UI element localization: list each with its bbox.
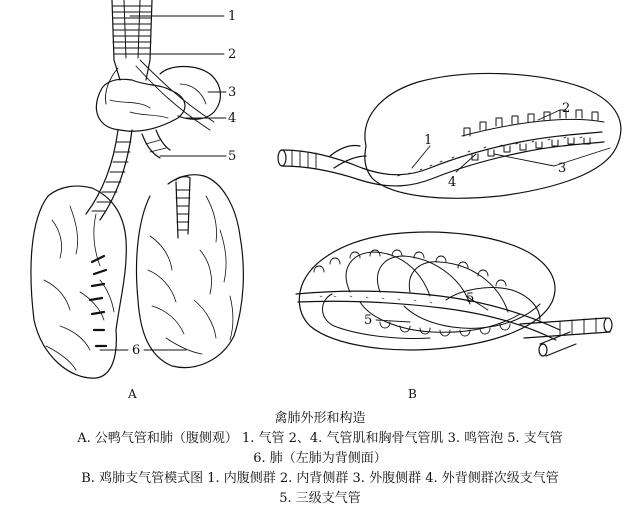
panel-b-letter: B	[408, 387, 417, 401]
caption-b-line-1: B. 鸡肺支气管模式图 1. 内腹侧群 2. 内背侧群 3. 外腹侧群 4. 外背侧群次级支气管	[81, 471, 559, 486]
left-lung	[31, 186, 126, 378]
upper-lung-outline	[365, 73, 621, 198]
lower-outlet-tube	[520, 318, 610, 338]
upper-primary-bronchus	[282, 132, 604, 186]
panel-a-letter: A	[128, 387, 137, 401]
caption-a-line-2: 6. 肺（左肺为背侧面）	[253, 451, 387, 466]
panel-a-drawing	[31, 0, 243, 378]
b-label-5a: 5	[466, 291, 475, 306]
a-label-5: 5	[228, 149, 237, 164]
panel-a-labels	[127, 9, 236, 401]
b-label-2: 2	[562, 101, 571, 116]
right-lung	[137, 175, 244, 368]
right-bronchus-tube	[176, 177, 190, 238]
caption-a-line-1: A. 公鸭气管和肺（腹侧观） 1. 气管 2、4. 气管肌和胸骨气管肌 3. 鸣管泡 5. 支气管	[77, 431, 563, 446]
a-label-6: 6	[132, 343, 141, 358]
panel-b-labels	[364, 101, 570, 401]
b-label-3: 3	[558, 161, 567, 176]
b-label-1: 1	[424, 133, 433, 148]
caption-b-line-2: 5. 三级支气管	[279, 491, 361, 506]
upper-secondary-bronchi	[462, 110, 604, 160]
syringeal-bulla-lobe	[160, 67, 220, 120]
b-label-5b: 5	[364, 313, 373, 328]
syringeal-bulla	[96, 79, 185, 131]
a-label-2: 2	[228, 47, 237, 62]
upper-bronchus-end	[278, 150, 286, 166]
a-label-4: 4	[228, 111, 237, 126]
a-label-3: 3	[228, 85, 237, 100]
figure-title: 禽肺外形和构造	[274, 411, 366, 426]
right-lung-texture	[148, 196, 233, 354]
a-label-1: 1	[228, 9, 237, 24]
left-bronchus	[86, 130, 132, 220]
b-label-4: 4	[448, 175, 457, 190]
trachea-rings	[113, 6, 151, 54]
panel-b-lower-drawing	[296, 232, 612, 356]
